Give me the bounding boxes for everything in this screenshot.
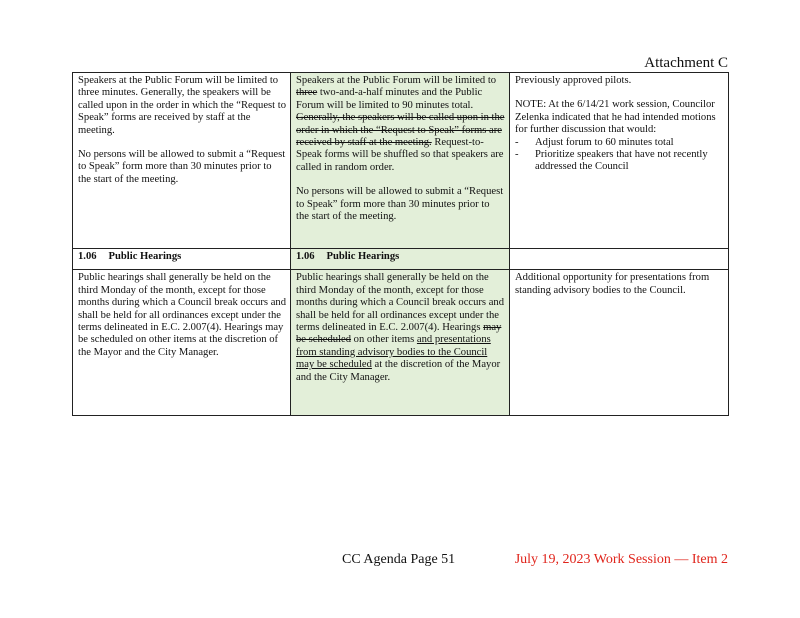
current-paragraph: No persons will be allowed to submit a “Request to Speak” form more than 30 minutes prior to the start of the meeting. <box>78 149 286 185</box>
section-heading-cell-empty <box>510 249 729 270</box>
table-row <box>73 73 729 249</box>
proposed-text: at the discretion of the Mayor and the City Manager. <box>296 359 501 383</box>
section-heading-cell <box>73 249 291 270</box>
deleted-text: may be scheduled <box>296 322 502 346</box>
deleted-text: Generally, the speakers will be called upon in the order in which the “Request to Speak” forms are received by staff at the meeting. <box>296 112 505 149</box>
footer-page-number: CC Agenda Page 51 <box>342 552 456 567</box>
table-row <box>73 270 729 416</box>
proposed-paragraph <box>296 272 505 384</box>
list-item: - Prioritize speakers that have not recently addressed the Council <box>515 149 724 174</box>
proposed-paragraph <box>296 75 505 174</box>
footer-session: July 19, 2023 Work Session — Item 2 <box>514 552 728 567</box>
deleted-text: three <box>296 87 318 99</box>
section-number: 1.06 <box>78 251 97 262</box>
comment-list <box>515 137 724 174</box>
section-heading <box>78 251 181 262</box>
proposed-text: Request-to-Speak forms will be shuffled so that speakers are called in random order. <box>296 137 504 173</box>
proposed-text: Public hearings shall generally be held on the third Monday of the month, except for those months during which a Council break occurs and shall be held for all ordinances except under the terms delineated in E.C. 2.007(4). Hearings <box>296 272 505 334</box>
section-heading-row <box>73 249 729 270</box>
list-item: - Adjust forum to 60 minutes total <box>515 137 724 149</box>
current-text-cell <box>73 73 291 249</box>
section-heading <box>296 251 399 262</box>
attachment-label: Attachment C <box>644 55 728 71</box>
comment-paragraph: Additional opportunity for presentations from standing advisory bodies to the Council. <box>515 272 710 296</box>
current-paragraph: Public hearings shall generally be held on the third Monday of the month, except for those months during which a Council break occurs and shall be held for all ordinances except under the terms delineated in E.C. 2.007(4). Hearings may be scheduled on other items at the discretion of the Mayor and the City Manager. <box>78 272 287 358</box>
proposed-paragraph: No persons will be allowed to submit a “Request to Speak” form more than 30 minutes prior to the start of the meeting. <box>296 186 504 223</box>
current-paragraph: Speakers at the Public Forum will be limited to three minutes. Generally, the speakers will be called upon in the order in which the “Request to Speak” forms are received by staff at the meeting. <box>78 75 286 136</box>
comment-paragraph: Previously approved pilots. <box>515 75 632 86</box>
inserted-text: and presentations from standing advisory bodies to the Council may be scheduled <box>296 334 491 371</box>
comment-paragraph: NOTE: At the 6/14/21 work session, Councilor Zelenka indicated that he had intended motions for further discussion that would: <box>515 99 716 136</box>
section-title: Public Hearings <box>108 251 182 262</box>
proposed-text: two-and-a-half minutes and the Public Forum will be limited to 90 minutes total. <box>296 87 483 111</box>
comment-cell <box>510 73 729 249</box>
proposed-text-cell <box>291 73 510 249</box>
comment-cell <box>510 270 729 416</box>
comparison-table <box>72 72 729 416</box>
section-heading-cell <box>291 249 510 270</box>
proposed-text-cell <box>291 270 510 416</box>
current-text-cell <box>73 270 291 416</box>
proposed-text: on other items <box>351 334 417 346</box>
section-number: 1.06 <box>296 251 315 262</box>
proposed-text: Speakers at the Public Forum will be limited to <box>296 75 497 86</box>
section-title: Public Hearings <box>326 251 400 262</box>
